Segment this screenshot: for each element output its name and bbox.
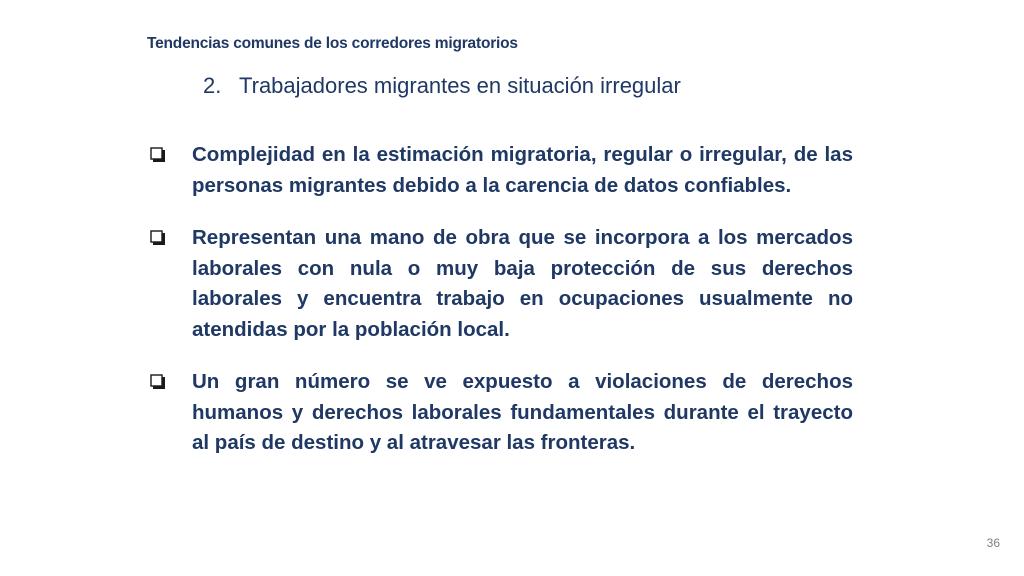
bullet-text: Un gran número se ve expuesto a violaciones de derechos humanos y derechos laborales fundamentales durante el trayecto al país de destino y al atravesar las fronteras. — [192, 370, 853, 454]
bullet-list — [150, 140, 853, 481]
list-item — [150, 367, 853, 459]
checkbox-square-icon — [150, 147, 168, 162]
checkbox-square-icon — [150, 230, 168, 245]
subtitle-number: 2. — [203, 73, 222, 98]
checkbox-square-icon — [150, 374, 168, 389]
subtitle-text: Trabajadores migrantes en situación irregular — [239, 73, 681, 98]
subtitle — [203, 73, 681, 99]
page-number: 36 — [986, 536, 1000, 550]
section-title: Tendencias comunes de los corredores migratorios — [147, 35, 518, 52]
list-item — [150, 223, 853, 345]
bullet-text: Representan una mano de obra que se incorpora a los mercados laborales con nula o muy baja protección de sus derechos laborales y encuentra trabajo en ocupaciones usualmente no atendidas por la población local. — [192, 226, 853, 341]
list-item — [150, 140, 853, 201]
bullet-text: Complejidad en la estimación migratoria, regular o irregular, de las personas migrantes debido a la carencia de datos confiables. — [192, 143, 853, 197]
